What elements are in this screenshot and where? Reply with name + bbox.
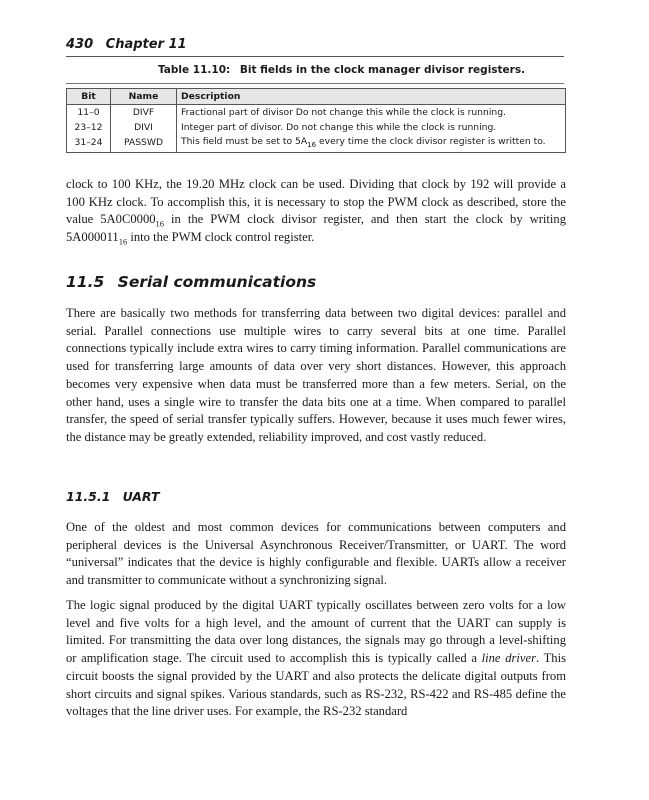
section-heading [66,273,316,291]
chapter-label: Chapter 11 [105,37,187,52]
running-head [66,37,187,52]
subsection-heading [66,489,160,504]
subsection-title: UART [122,489,160,504]
column-header-name: Name [111,89,177,105]
section-title: Serial communications [117,273,317,291]
cell-name: DIVF [111,105,177,121]
cell-name: PASSWD [111,135,177,152]
paragraph-pwm-clock: clock to 100 KHz, the 19.20 MHz clock can be used. Dividing that clock by 192 will provide a 100 KHz clock. To accomplish this, it is necessary to stop the PWM clock as described, store the value $5A0C0000_{16}$ in the PWM clock divisor register, and then start the clock by writing $5A000011_{16}$ into the PWM clock control register. [66,177,566,247]
caption-rule [66,83,564,84]
section-number: 11.5 [66,273,105,291]
table-row [67,120,566,135]
cell-bit: 11–0 [67,105,111,121]
paragraph-uart-line-driver: The logic signal produced by the digital UART typically oscillates between zero volts for a low level and five volts for a high level, and the amount of current that the UART can supply is limited. For transmitting the data over long distances, the signals may go through a level-shifting or amplification stage. The circuit used to accomplish this is typically called a line driver. This circuit boosts the signal provided by the UART and also protects the delicate digital outputs from short circuits and signal spikes. Various standards, such as RS-232, RS-422 and RS-485 define the voltages that the line driver uses. For example, the RS-232 standard [66,598,566,719]
table-row [67,135,566,152]
table-header-row [67,89,566,105]
table-caption [158,64,525,76]
table-caption-number: Table 11.10: [158,64,231,76]
column-header-bit: Bit [67,89,111,105]
bit-fields-table [66,88,566,153]
table-caption-text: Bit fields in the clock manager divisor registers. [239,64,526,76]
paragraph-serial-communications: There are basically two methods for transferring data between two digital devices: parallel and serial. Parallel connections use multiple wires to carry several bits at one time. Parallel connections typically include extra wires to carry timing information. Parallel communications are used for transferring large amounts of data over very short distances. However, this approach becomes very expensive when data must be transferred more than a few meters. Serial, on the other hand, uses a single wire to transfer the data bits one at a time. When compared to parallel transfer, the speed of serial transfer typically suffers. However, because it uses much fewer wires, the distance may be greatly extended, reliability improved, and cost vastly reduced. [66,306,566,444]
cell-description: Fractional part of divisor Do not change this while the clock is running. [177,105,566,121]
paragraph-uart-intro: One of the oldest and most common devices for communications between computers and peripheral devices is the Universal Asynchronous Receiver/Transmitter, or UART. The word “universal” indicates that the device is highly configurable and flexible. UARTs allow a receiver and transmitter to communicate without a synchronizing signal. [66,520,566,588]
cell-bit: 31–24 [67,135,111,152]
line-driver-term: line driver [481,651,536,666]
page-number: 430 [66,37,94,52]
header-rule [66,56,564,57]
column-header-description: Description [177,89,566,105]
subsection-number: 11.5.1 [66,489,111,504]
cell-description: This field must be set to $5A_{16}$ every time the clock divisor register is written to. [177,135,566,152]
cell-description: Integer part of divisor. Do not change this while the clock is running. [177,120,566,135]
table-row [67,105,566,121]
cell-bit: 23–12 [67,120,111,135]
cell-name: DIVI [111,120,177,135]
